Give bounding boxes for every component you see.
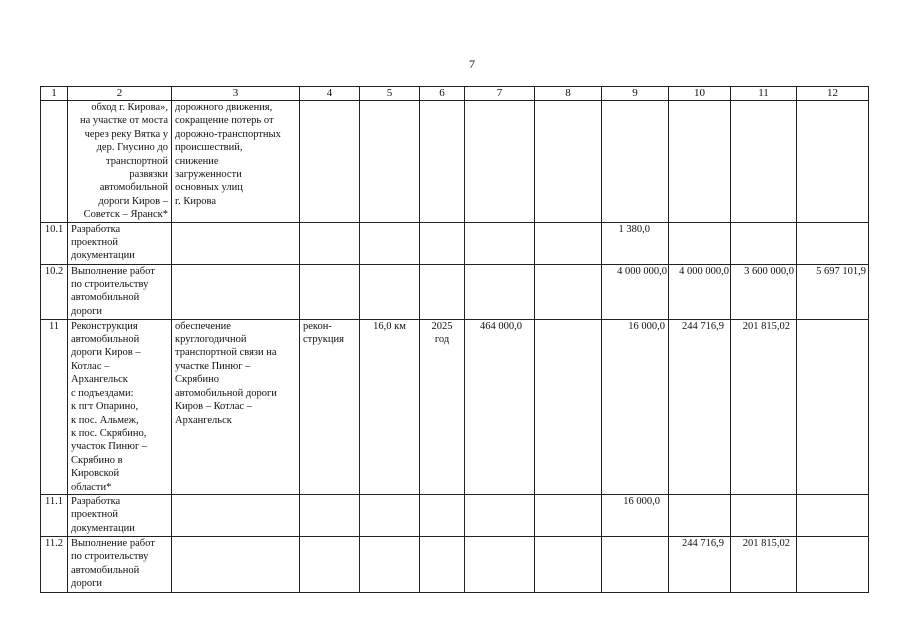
cell-col4 [300, 536, 360, 592]
col-header: 1 [41, 87, 68, 101]
cell-col9 [602, 101, 669, 223]
object-name: Выполнение работ по строительству автомобильной дороги [68, 264, 172, 319]
table-row [41, 222, 869, 264]
object-name: Разработка проектной документации [68, 222, 172, 264]
cell-col12 [797, 101, 869, 223]
cell-col10 [669, 222, 731, 264]
cell-col6 [420, 222, 465, 264]
object-purpose: дорожного движения, сокращение потерь от дорожно-транспортных происшествий, снижение загруженности основных улиц г. Кирова [172, 101, 300, 223]
object-purpose [172, 494, 300, 536]
cell-col9: 16 000,0 [602, 494, 669, 536]
object-purpose [172, 264, 300, 319]
cell-col11: 201 815,02 [731, 319, 797, 494]
cell-col4 [300, 264, 360, 319]
cell-col9: 1 380,0 [602, 222, 669, 264]
cell-col7 [465, 264, 535, 319]
table-row [41, 494, 869, 536]
object-purpose: обеспечение круглогодичной транспортной связи на участке Пинюг – Скрябино автомобильной дороги Киров – Котлас – Архангельск [172, 319, 300, 494]
cell-col7: 464 000,0 [465, 319, 535, 494]
cell-col6: 2025 год [420, 319, 465, 494]
cell-col11: 3 600 000,0 [731, 264, 797, 319]
program-table [40, 86, 869, 593]
cell-col8 [535, 222, 602, 264]
cell-col7 [465, 494, 535, 536]
cell-col11 [731, 101, 797, 223]
cell-col12 [797, 222, 869, 264]
cell-col8 [535, 536, 602, 592]
col-header: 6 [420, 87, 465, 101]
row-number: 11 [41, 319, 68, 494]
col-header: 12 [797, 87, 869, 101]
cell-col6 [420, 101, 465, 223]
cell-col4: рекон- струкция [300, 319, 360, 494]
page-number: 7 [469, 57, 475, 71]
cell-col6 [420, 536, 465, 592]
cell-col10: 244 716,9 [669, 536, 731, 592]
col-header: 2 [68, 87, 172, 101]
table-row [41, 101, 869, 223]
cell-col6 [420, 494, 465, 536]
cell-col9: 4 000 000,0 [602, 264, 669, 319]
object-purpose [172, 536, 300, 592]
row-number: 10.2 [41, 264, 68, 319]
cell-col12 [797, 319, 869, 494]
table-row [41, 319, 869, 494]
cell-col4 [300, 222, 360, 264]
cell-col12 [797, 536, 869, 592]
row-number: 10.1 [41, 222, 68, 264]
cell-col7 [465, 536, 535, 592]
cell-col8 [535, 101, 602, 223]
object-name: Выполнение работ по строительству автомобильной дороги [68, 536, 172, 592]
cell-col9: 16 000,0 [602, 319, 669, 494]
col-header: 10 [669, 87, 731, 101]
cell-col11 [731, 222, 797, 264]
object-name: Реконструкция автомобильной дороги Киров – Котлас – Архангельск с подъездами: к пгт Опарино, к пос. Альмеж, к пос. Скрябино, участок Пинюг – Скрябино в Кировской области* [68, 319, 172, 494]
cell-col12 [797, 494, 869, 536]
row-number: 11.1 [41, 494, 68, 536]
row-number [41, 101, 68, 223]
table-row [41, 264, 869, 319]
cell-col5 [360, 536, 420, 592]
cell-col8 [535, 494, 602, 536]
cell-col8 [535, 319, 602, 494]
cell-col12: 5 697 101,9 [797, 264, 869, 319]
cell-col9 [602, 536, 669, 592]
col-header: 4 [300, 87, 360, 101]
table-row [41, 536, 869, 592]
col-header: 8 [535, 87, 602, 101]
cell-col5: 16,0 км [360, 319, 420, 494]
col-header: 3 [172, 87, 300, 101]
object-name: обход г. Кирова», на участке от моста через реку Вятка у дер. Гнусино до транспортной развязки автомобильной дороги Киров – Советск – Яранск* [68, 101, 172, 223]
cell-col4 [300, 101, 360, 223]
row-number: 11.2 [41, 536, 68, 592]
cell-col10 [669, 101, 731, 223]
cell-col5 [360, 222, 420, 264]
cell-col7 [465, 222, 535, 264]
cell-col4 [300, 494, 360, 536]
header-row [41, 87, 869, 101]
col-header: 5 [360, 87, 420, 101]
cell-col5 [360, 264, 420, 319]
cell-col10 [669, 494, 731, 536]
col-header: 9 [602, 87, 669, 101]
cell-col11 [731, 494, 797, 536]
cell-col7 [465, 101, 535, 223]
cell-col10: 244 716,9 [669, 319, 731, 494]
col-header: 7 [465, 87, 535, 101]
cell-col5 [360, 494, 420, 536]
cell-col8 [535, 264, 602, 319]
cell-col5 [360, 101, 420, 223]
cell-col11: 201 815,02 [731, 536, 797, 592]
col-header: 11 [731, 87, 797, 101]
cell-col10: 4 000 000,0 [669, 264, 731, 319]
cell-col6 [420, 264, 465, 319]
object-purpose [172, 222, 300, 264]
object-name: Разработка проектной документации [68, 494, 172, 536]
